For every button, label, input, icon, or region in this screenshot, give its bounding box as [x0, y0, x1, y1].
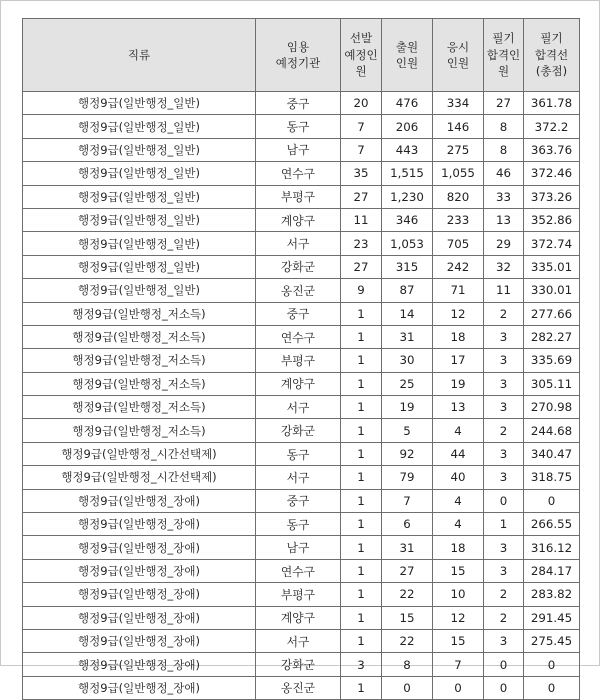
cell-examinees: 146 [433, 115, 484, 138]
table-row [23, 302, 580, 325]
cell-agency: 부평구 [256, 349, 341, 372]
table-row [23, 349, 580, 372]
cell-applicants: 25 [382, 372, 433, 395]
table-row [23, 92, 580, 115]
table-row [23, 629, 580, 652]
cell-passers: 3 [484, 466, 524, 489]
cell-job: 행정9급(일반행정_장애) [23, 653, 256, 676]
cell-cutoff: 266.55 [524, 513, 580, 536]
cell-applicants: 206 [382, 115, 433, 138]
cell-planned: 1 [341, 676, 382, 699]
cell-examinees: 4 [433, 419, 484, 442]
cell-examinees: 71 [433, 279, 484, 302]
cell-planned: 27 [341, 185, 382, 208]
cell-job: 행정9급(일반행정_장애) [23, 629, 256, 652]
cell-applicants: 315 [382, 255, 433, 278]
table-row [23, 559, 580, 582]
cell-passers: 2 [484, 419, 524, 442]
cell-examinees: 705 [433, 232, 484, 255]
table-row [23, 653, 580, 676]
cell-planned: 1 [341, 302, 382, 325]
cell-cutoff: 305.11 [524, 372, 580, 395]
cell-job: 행정9급(일반행정_저소득) [23, 372, 256, 395]
cell-agency: 계양구 [256, 606, 341, 629]
cell-job: 행정9급(일반행정_저소득) [23, 325, 256, 348]
cell-planned: 1 [341, 536, 382, 559]
table-row [23, 442, 580, 465]
cell-examinees: 4 [433, 513, 484, 536]
cell-agency: 중구 [256, 489, 341, 512]
table-row [23, 115, 580, 138]
cell-agency: 중구 [256, 92, 341, 115]
cell-job: 행정9급(일반행정_장애) [23, 489, 256, 512]
cell-cutoff: 373.26 [524, 185, 580, 208]
table-row [23, 255, 580, 278]
cell-applicants: 1,230 [382, 185, 433, 208]
cell-examinees: 44 [433, 442, 484, 465]
cell-applicants: 7 [382, 489, 433, 512]
header-applicants: 출원 인원 [382, 19, 433, 92]
cell-passers: 8 [484, 115, 524, 138]
header-cutoff: 필기 합격선 (총점) [524, 19, 580, 92]
cell-cutoff: 372.2 [524, 115, 580, 138]
cell-cutoff: 316.12 [524, 536, 580, 559]
cell-cutoff: 335.01 [524, 255, 580, 278]
cell-passers: 0 [484, 653, 524, 676]
cell-applicants: 476 [382, 92, 433, 115]
cell-planned: 20 [341, 92, 382, 115]
cell-planned: 1 [341, 629, 382, 652]
cell-job: 행정9급(일반행정_일반) [23, 185, 256, 208]
cell-examinees: 15 [433, 629, 484, 652]
cell-job: 행정9급(일반행정_저소득) [23, 396, 256, 419]
cell-applicants: 5 [382, 419, 433, 442]
table-body [23, 92, 580, 700]
cell-cutoff: 283.82 [524, 583, 580, 606]
cell-planned: 11 [341, 208, 382, 231]
cell-planned: 1 [341, 372, 382, 395]
cell-cutoff: 270.98 [524, 396, 580, 419]
cell-agency: 계양구 [256, 372, 341, 395]
cell-agency: 강화군 [256, 419, 341, 442]
cell-applicants: 27 [382, 559, 433, 582]
cell-passers: 3 [484, 536, 524, 559]
cell-passers: 3 [484, 325, 524, 348]
table-row [23, 232, 580, 255]
cell-cutoff: 284.17 [524, 559, 580, 582]
cell-job: 행정9급(일반행정_일반) [23, 162, 256, 185]
cell-planned: 1 [341, 349, 382, 372]
cell-passers: 3 [484, 396, 524, 419]
cell-job: 행정9급(일반행정_일반) [23, 255, 256, 278]
cell-passers: 3 [484, 559, 524, 582]
cell-planned: 1 [341, 442, 382, 465]
cell-agency: 계양구 [256, 208, 341, 231]
cell-job: 행정9급(일반행정_저소득) [23, 349, 256, 372]
cell-job: 행정9급(일반행정_장애) [23, 559, 256, 582]
cell-cutoff: 340.47 [524, 442, 580, 465]
cell-agency: 서구 [256, 466, 341, 489]
cell-job: 행정9급(일반행정_일반) [23, 138, 256, 161]
cell-passers: 2 [484, 583, 524, 606]
header-agency: 임용 예정기관 [256, 19, 341, 92]
cell-passers: 11 [484, 279, 524, 302]
cell-planned: 7 [341, 138, 382, 161]
header-row [23, 19, 580, 92]
cell-examinees: 40 [433, 466, 484, 489]
cell-job: 행정9급(일반행정_일반) [23, 208, 256, 231]
cell-examinees: 7 [433, 653, 484, 676]
cell-applicants: 31 [382, 536, 433, 559]
cell-planned: 9 [341, 279, 382, 302]
cell-job: 행정9급(일반행정_일반) [23, 232, 256, 255]
table-row [23, 162, 580, 185]
cell-examinees: 4 [433, 489, 484, 512]
cell-cutoff: 275.45 [524, 629, 580, 652]
cell-cutoff: 244.68 [524, 419, 580, 442]
cell-passers: 3 [484, 349, 524, 372]
table-container [22, 18, 580, 700]
cell-cutoff: 291.45 [524, 606, 580, 629]
cell-agency: 서구 [256, 232, 341, 255]
cell-cutoff: 361.78 [524, 92, 580, 115]
cell-applicants: 19 [382, 396, 433, 419]
table-row [23, 208, 580, 231]
header-planned: 선발 예정인 원 [341, 19, 382, 92]
cell-cutoff: 277.66 [524, 302, 580, 325]
cell-job: 행정9급(일반행정_장애) [23, 583, 256, 606]
cell-cutoff: 372.74 [524, 232, 580, 255]
cell-applicants: 22 [382, 629, 433, 652]
cell-passers: 1 [484, 513, 524, 536]
table-row [23, 138, 580, 161]
cell-agency: 남구 [256, 536, 341, 559]
cell-examinees: 820 [433, 185, 484, 208]
table-row [23, 185, 580, 208]
cell-applicants: 14 [382, 302, 433, 325]
cell-examinees: 10 [433, 583, 484, 606]
header-passers: 필기 합격인 원 [484, 19, 524, 92]
cell-planned: 35 [341, 162, 382, 185]
table-row [23, 676, 580, 699]
cell-passers: 27 [484, 92, 524, 115]
cell-passers: 33 [484, 185, 524, 208]
cell-examinees: 13 [433, 396, 484, 419]
cell-examinees: 242 [433, 255, 484, 278]
cell-passers: 46 [484, 162, 524, 185]
cell-examinees: 275 [433, 138, 484, 161]
cell-passers: 29 [484, 232, 524, 255]
table-row [23, 325, 580, 348]
cell-agency: 옹진군 [256, 279, 341, 302]
cell-examinees: 18 [433, 536, 484, 559]
cell-applicants: 22 [382, 583, 433, 606]
cell-planned: 1 [341, 606, 382, 629]
cell-agency: 강화군 [256, 255, 341, 278]
cell-examinees: 12 [433, 302, 484, 325]
cell-job: 행정9급(일반행정_장애) [23, 536, 256, 559]
cell-planned: 1 [341, 559, 382, 582]
cell-examinees: 334 [433, 92, 484, 115]
cell-examinees: 15 [433, 559, 484, 582]
cell-job: 행정9급(일반행정_저소득) [23, 419, 256, 442]
cell-agency: 강화군 [256, 653, 341, 676]
cell-agency: 서구 [256, 396, 341, 419]
cell-examinees: 17 [433, 349, 484, 372]
cell-applicants: 1,515 [382, 162, 433, 185]
cell-passers: 3 [484, 629, 524, 652]
cell-planned: 1 [341, 466, 382, 489]
cell-job: 행정9급(일반행정_장애) [23, 606, 256, 629]
cell-job: 행정9급(일반행정_장애) [23, 513, 256, 536]
cell-passers: 2 [484, 302, 524, 325]
table-row [23, 513, 580, 536]
table-row [23, 372, 580, 395]
table-row [23, 419, 580, 442]
cell-cutoff: 0 [524, 653, 580, 676]
cell-cutoff: 318.75 [524, 466, 580, 489]
cell-examinees: 233 [433, 208, 484, 231]
cell-agency: 동구 [256, 513, 341, 536]
cell-planned: 1 [341, 513, 382, 536]
table-row [23, 396, 580, 419]
cell-planned: 7 [341, 115, 382, 138]
cell-passers: 32 [484, 255, 524, 278]
cell-planned: 27 [341, 255, 382, 278]
cell-cutoff: 363.76 [524, 138, 580, 161]
cell-applicants: 92 [382, 442, 433, 465]
header-examinees: 응시 인원 [433, 19, 484, 92]
cell-job: 행정9급(일반행정_일반) [23, 115, 256, 138]
cell-applicants: 30 [382, 349, 433, 372]
cell-applicants: 1,053 [382, 232, 433, 255]
table-row [23, 279, 580, 302]
cell-examinees: 1,055 [433, 162, 484, 185]
cell-planned: 1 [341, 583, 382, 606]
cell-planned: 3 [341, 653, 382, 676]
cell-agency: 옹진군 [256, 676, 341, 699]
cell-cutoff: 282.27 [524, 325, 580, 348]
cell-applicants: 15 [382, 606, 433, 629]
cell-agency: 부평구 [256, 583, 341, 606]
cell-job: 행정9급(일반행정_시간선택제) [23, 442, 256, 465]
cell-passers: 0 [484, 676, 524, 699]
cell-applicants: 0 [382, 676, 433, 699]
table-row [23, 606, 580, 629]
cell-agency: 중구 [256, 302, 341, 325]
cell-agency: 연수구 [256, 162, 341, 185]
cell-passers: 3 [484, 372, 524, 395]
cell-passers: 3 [484, 442, 524, 465]
cell-applicants: 346 [382, 208, 433, 231]
cell-agency: 서구 [256, 629, 341, 652]
cell-passers: 8 [484, 138, 524, 161]
table-row [23, 536, 580, 559]
cell-job: 행정9급(일반행정_시간선택제) [23, 466, 256, 489]
cell-applicants: 8 [382, 653, 433, 676]
cell-cutoff: 330.01 [524, 279, 580, 302]
table-row [23, 466, 580, 489]
cell-agency: 연수구 [256, 325, 341, 348]
cell-job: 행정9급(일반행정_일반) [23, 279, 256, 302]
cell-applicants: 6 [382, 513, 433, 536]
cell-planned: 1 [341, 396, 382, 419]
cell-cutoff: 335.69 [524, 349, 580, 372]
cell-applicants: 79 [382, 466, 433, 489]
cell-planned: 1 [341, 419, 382, 442]
cell-job: 행정9급(일반행정_일반) [23, 92, 256, 115]
cell-agency: 남구 [256, 138, 341, 161]
results-table [22, 18, 580, 700]
cell-applicants: 87 [382, 279, 433, 302]
cell-planned: 1 [341, 489, 382, 512]
table-header [23, 19, 580, 92]
cell-agency: 동구 [256, 442, 341, 465]
table-row [23, 583, 580, 606]
cell-examinees: 12 [433, 606, 484, 629]
table-row [23, 489, 580, 512]
header-job: 직류 [23, 19, 256, 92]
cell-planned: 23 [341, 232, 382, 255]
cell-passers: 2 [484, 606, 524, 629]
cell-applicants: 31 [382, 325, 433, 348]
cell-examinees: 19 [433, 372, 484, 395]
cell-agency: 연수구 [256, 559, 341, 582]
cell-job: 행정9급(일반행정_저소득) [23, 302, 256, 325]
cell-cutoff: 0 [524, 489, 580, 512]
cell-examinees: 0 [433, 676, 484, 699]
cell-cutoff: 352.86 [524, 208, 580, 231]
cell-agency: 부평구 [256, 185, 341, 208]
cell-planned: 1 [341, 325, 382, 348]
cell-cutoff: 0 [524, 676, 580, 699]
cell-passers: 13 [484, 208, 524, 231]
cell-applicants: 443 [382, 138, 433, 161]
cell-job: 행정9급(일반행정_장애) [23, 676, 256, 699]
cell-cutoff: 372.46 [524, 162, 580, 185]
cell-examinees: 18 [433, 325, 484, 348]
cell-agency: 동구 [256, 115, 341, 138]
cell-passers: 0 [484, 489, 524, 512]
